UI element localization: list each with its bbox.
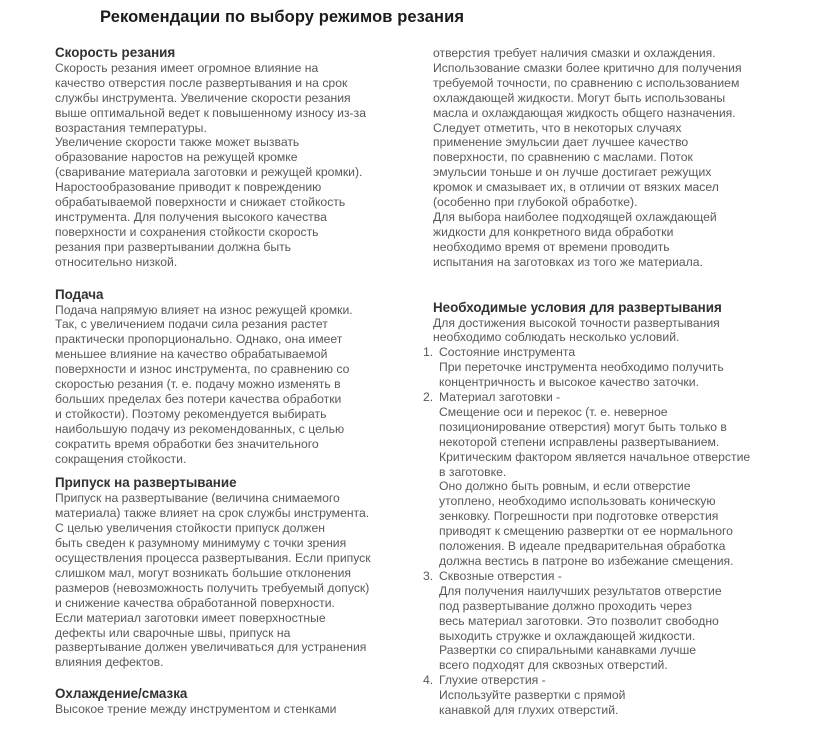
text-line: Для получения наилучших результатов отверстие [439, 583, 722, 598]
text-line: влияния дефектов. [55, 655, 164, 670]
text-line: позиционирование отверстия) могут быть только в [439, 419, 727, 434]
list-number: 1. [423, 345, 434, 360]
text-line: резания при развертывании должна быть [55, 239, 292, 254]
text-line: канавкой для глухих отверстий. [439, 703, 619, 718]
text-line: и снижение качества обработанной поверхности. [55, 595, 335, 610]
section-cutting-speed [55, 46, 431, 270]
text-line: отверстия требует наличия смазки и охлаждения. [433, 46, 716, 60]
conditions-list [423, 345, 813, 718]
text-line: возрастания температуры. [55, 120, 207, 135]
text-line: Припуск на развертывание (величина снимаемого [55, 491, 340, 506]
list-item-body [439, 673, 813, 718]
list-item-workpiece-material [423, 390, 813, 569]
text-line: необходимо время от времени проводить [433, 239, 670, 254]
text-line: образование наростов на режущей кромке [55, 150, 298, 165]
section-body [55, 61, 431, 270]
list-item-blind-holes [423, 673, 813, 718]
text-line: Критическим фактором является начальное отверстие [439, 449, 751, 464]
text-line: дефекты или сварочные швы, припуск на [55, 625, 291, 640]
section-heading: Охлаждение/смазка [55, 686, 188, 702]
text-line: материала) также влияет на срок службы инструмента. [55, 506, 370, 521]
text-line: Используйте развертки с прямой [439, 688, 626, 703]
text-line: обрабатываемой поверхности и снижает стойкость [55, 195, 346, 210]
list-item-through-holes [423, 568, 813, 673]
text-line: быть сведен к разумному минимуму с точки зрения [55, 536, 347, 551]
text-line: сократить время обработки без значительного [55, 436, 319, 451]
text-line: качество отверстия после развертывания и на срок [55, 75, 348, 90]
text-line: Так, с увеличением подачи сила резания растет [55, 317, 328, 332]
text-line: сокращения стойкости. [55, 451, 187, 466]
text-line: наибольшую подачу из рекомендованных, с целью [55, 421, 345, 436]
text-line: весь материал заготовки. Это позволит свободно [439, 613, 719, 628]
text-line: утоплено, необходимо использовать коническую [439, 494, 716, 509]
text-line: поверхности и износ инструмента, по сравнению со [55, 362, 350, 377]
text-line: инструмента. Для получения высокого качества [55, 209, 327, 224]
text-line: Скорость резания имеет огромное влияние на [55, 60, 319, 75]
text-line: поверхности, по сравнению с маслами. Поток [433, 150, 693, 165]
text-line: испытания на заготовках из того же материала. [433, 254, 703, 269]
list-number: 4. [423, 673, 434, 688]
text-line: Состояние инструмента [439, 345, 576, 360]
section-cooling-lubrication [55, 687, 431, 717]
text-line: применение эмульсии дает лучшее качество [433, 135, 689, 150]
text-line: Развертки со спиральными канавками лучше [439, 643, 697, 658]
text-line: поверхности и сохранения стойкости скорость [55, 224, 319, 239]
list-number: 3. [423, 568, 434, 583]
text-line: выше оптимальной ведет к повышенному износу из-за [55, 105, 366, 120]
text-line: и стойкости). Поэтому рекомендуется выбирать [55, 406, 327, 421]
text-line: под развертывание должно проходить через [439, 598, 692, 613]
text-line: Оно должно быть ровным, и если отверстие [439, 479, 691, 494]
text-line: приводят к смещению развертки от ее нормального [439, 524, 733, 539]
text-line: относительно низкой. [55, 254, 178, 269]
text-line: необходимо соблюдать несколько условий. [433, 330, 680, 345]
text-line: (особенно при глубокой обработке). [433, 195, 638, 210]
text-line: При переточке инструмента необходимо получить [439, 360, 724, 375]
text-line: Высокое трение между инструментом и стенками [55, 702, 337, 717]
right-column [423, 46, 813, 718]
section-body [55, 302, 434, 467]
list-number: 2. [423, 390, 434, 405]
text-line: Подача напрямую влияет на износ режущей кромки. [55, 302, 353, 317]
left-column [55, 45, 434, 717]
text-line: больших пределах без потери качества обработки [55, 391, 342, 406]
text-line: практически пропорционально. Однако, она имеет [55, 332, 343, 347]
text-line: концентричность и высокое качество заточки. [439, 375, 699, 390]
section-lead [433, 316, 813, 346]
section-heading: Скорость резания [55, 45, 176, 60]
list-item-body [439, 345, 813, 390]
text-line: Увеличение скорости также может вызвать [55, 135, 300, 150]
text-line: масла и охлаждающая жидкость общего назначения. [433, 105, 736, 120]
text-line: некоторой степени исправлены развертыванием. [439, 434, 720, 449]
text-line: Материал заготовки - [439, 390, 561, 405]
text-line: должна вестись в патроне во избежание смещения. [439, 554, 734, 568]
text-line: выходить стружке и охлаждающей жидкости. [439, 628, 696, 643]
section-body [55, 491, 434, 670]
text-line: положения. В идеале предварительная обработка [439, 539, 726, 554]
list-item-tool-condition [423, 345, 813, 390]
document-title: Рекомендации по выбору режимов резания [100, 8, 465, 26]
section-reaming-allowance [55, 475, 434, 670]
text-line: службы инструмента. Увеличение скорости резания [55, 90, 351, 105]
text-line: кромок и смазывает их, в отличии от вязких масел [433, 180, 719, 195]
text-line: Сквозные отверстия - [439, 568, 562, 583]
text-line: всего подходят для сквозных отверстий. [439, 658, 668, 673]
text-line: размеров (невозможность получить требуемый допуск) [55, 580, 370, 595]
section-heading: Припуск на развертывание [55, 475, 237, 491]
list-item-body [439, 569, 813, 673]
section-reaming-conditions [423, 299, 813, 718]
text-line: Следует отметить, что в некоторых случаях [433, 120, 682, 135]
text-line: эмульсии тоньше и он лучше достигает режущих [433, 165, 712, 180]
text-line: осуществления процесса развертывания. Если припуск [55, 551, 371, 565]
text-line: Смещение оси и перекос (т. е. неверное [439, 404, 668, 419]
text-line: скоростью резания (т. е. подачу можно изменять в [55, 377, 341, 392]
text-line: жидкости для конкретного вида обработки [433, 224, 674, 239]
text-line: С целью увеличения стойкости припуск должен [55, 521, 325, 536]
text-line: зенковку. Погрешности при подготовке отверстия [439, 509, 719, 524]
text-line: Для достижения высокой точности развертывания [433, 315, 720, 330]
text-line: требуемой точности, по сравнению с использованием [433, 75, 740, 90]
text-line: (сваривание материала заготовки и режущей кромки). [55, 165, 363, 180]
section-body [55, 702, 431, 717]
text-line: меньшее влияние на качество обрабатываемой [55, 347, 328, 362]
section-feed [55, 286, 434, 467]
text-line: Для выбора наиболее подходящей охлаждающей [433, 209, 717, 224]
section-heading: Необходимые условия для развертывания [433, 299, 722, 315]
section-heading: Подача [55, 286, 104, 302]
text-line: Наростообразование приводит к повреждению [55, 180, 322, 195]
text-line: развертывание должен увеличиваться для устранения [55, 640, 367, 655]
text-line: слишком мал, могут возникать большие отклонения [55, 565, 351, 580]
text-line: Использование смазки более критично для получения [433, 60, 742, 75]
text-line: Глухие отверстия - [439, 673, 546, 688]
list-item-body [439, 390, 813, 569]
text-line: в заготовке. [439, 464, 507, 479]
text-line: охлаждающей жидкости. Могут быть использованы [433, 90, 726, 105]
text-line: Если материал заготовки имеет поверхностные [55, 610, 326, 625]
cooling-continuation-paragraph [433, 46, 813, 270]
